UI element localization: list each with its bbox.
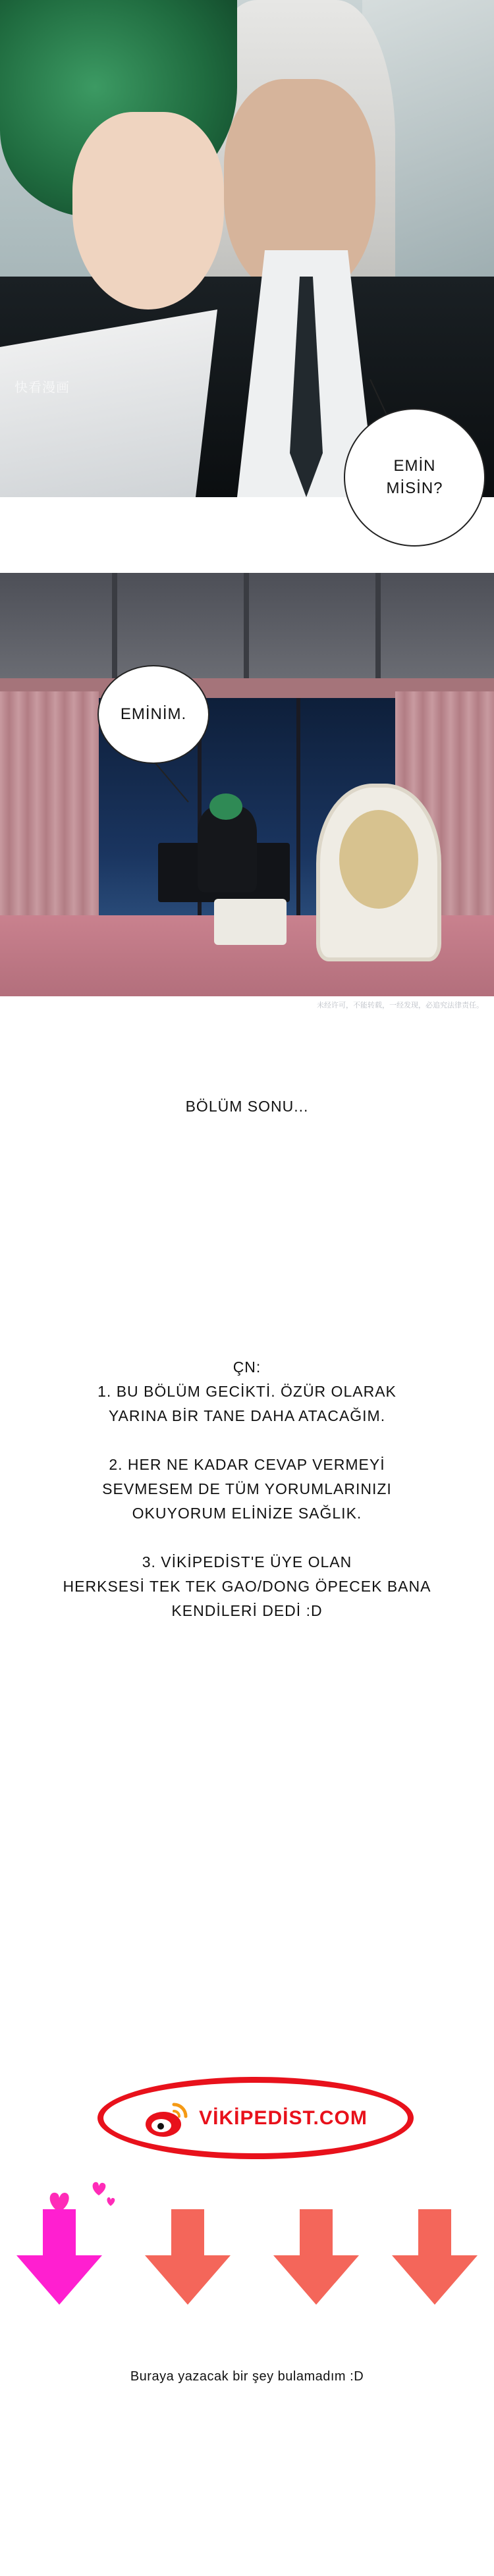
comic-panel-2 xyxy=(0,573,494,996)
note-line: KENDİLERİ DEDİ :D xyxy=(171,1602,323,1619)
green-haired-character-face xyxy=(72,112,224,309)
ceiling-beam xyxy=(112,573,117,678)
character-green-hair xyxy=(209,793,242,820)
note-line: SEVMESEM DE TÜM YORUMLARINIZI xyxy=(102,1480,392,1497)
note-line: 2. HER NE KADAR CEVAP VERMEYİ xyxy=(109,1456,385,1473)
window-frame xyxy=(296,698,300,922)
curtain-left xyxy=(0,691,99,942)
note-line: OKUYORUM ELİNİZE SAĞLIK. xyxy=(132,1505,362,1522)
note-line: 1. BU BÖLÜM GECİKTİ. ÖZÜR OLARAK xyxy=(97,1383,397,1400)
note-line: HERKSESİ TEK TEK GAO/DONG ÖPECEK BANA xyxy=(63,1578,431,1595)
footer-text: Buraya yazacak bir şey bulamadım :D xyxy=(130,2369,364,2384)
speech-line: EMİN xyxy=(393,457,436,475)
chair-cushion xyxy=(339,810,418,909)
white-bench xyxy=(214,899,287,945)
note-line: 3. VİKİPEDİST'E ÜYE OLAN xyxy=(142,1553,352,1570)
site-logo[interactable] xyxy=(97,2077,414,2159)
ceiling-beam xyxy=(375,573,381,678)
speech-line: MİSİN? xyxy=(386,479,443,497)
note-line: YARINA BİR TANE DAHA ATACAĞIM. xyxy=(108,1407,386,1424)
down-arrow-icon xyxy=(142,2209,234,2308)
down-arrow-icon xyxy=(270,2209,362,2308)
watermark-logo: 快看漫画 xyxy=(14,379,70,395)
site-logo-text: VİKİPEDİST.COM xyxy=(199,2106,368,2129)
copyright-notice: 未经许可，不能转载，一经发现，必追究法律责任。 xyxy=(317,1001,483,1009)
down-arrow-icon xyxy=(13,2209,105,2308)
speech-bubble-tail xyxy=(150,757,190,803)
weibo-icon xyxy=(144,2098,190,2139)
chapter-end-text: BÖLÜM SONU... xyxy=(185,1098,309,1115)
speech-bubble-tail xyxy=(369,379,389,419)
down-arrow-icon xyxy=(389,2209,481,2308)
speech-bubble-emin-misin xyxy=(344,408,485,547)
ceiling-beam xyxy=(244,573,249,678)
notes-header: ÇN: xyxy=(233,1358,261,1376)
translator-notes xyxy=(0,1355,494,1623)
speech-bubble-eminim: EMİNİM. xyxy=(97,665,209,764)
